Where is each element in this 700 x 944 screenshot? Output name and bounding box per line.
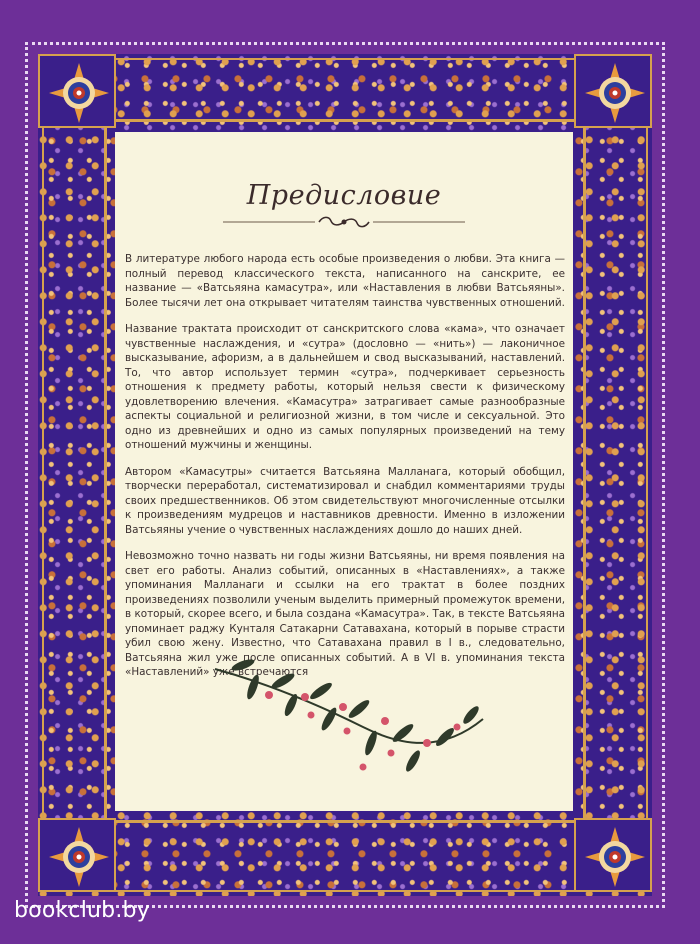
corner-medallion-bottom-right bbox=[574, 818, 652, 892]
flower-medallion-icon bbox=[580, 822, 650, 892]
flower-medallion-icon bbox=[44, 822, 114, 892]
corner-medallion-top-right bbox=[574, 54, 652, 128]
paragraph: Название трактата происходит от санскритского слова «кама», что означает чувственные наслаждения, и «сутра» (дословно — «нить») — лаконичное высказывание, афоризм, а в дальнейшем и свод высказываний, наставлений. То, что автор использует термин «сутра», подчеркивает серьезность отношения к предмету работы, который нельзя свести к физическому удовлетворению влечения. «Камасутра» затрагивает самые разнообразные аспекты социальной и религиозной жизни, в том числе и сексуальной. Это одно из древнейших и одно из самых популярных произведений на тему отношений мужчины и женщины. bbox=[125, 323, 565, 451]
site-watermark: bookclub.by bbox=[14, 898, 150, 923]
flower-medallion-icon bbox=[580, 58, 650, 128]
scroll-ornament-icon bbox=[223, 214, 465, 230]
page-title: Предисловие bbox=[246, 180, 442, 211]
paragraph: В литературе любого народа есть особые произведения о любви. Эта книга — полный перевод классического текста, написанного на санскрите, ее название — «Ватсьяяна камасутра», или «Наставления в любви Ватсьяяны». Более тысячи лет она открывает читателям таинства чувственных отношений. bbox=[125, 253, 565, 309]
corner-medallion-bottom-left bbox=[38, 818, 116, 892]
paragraph: Невозможно точно назвать ни годы жизни Ватсьяяны, ни время появления на свет его работы. Анализ событий, описанных в «Наставлениях», а также упоминания Малланаги и ссылки на его трактат в более поздних произведениях позволили ученым выделить примерный промежуток времени, в который, скорее всего, и была создана «Камасутра». Так, в тексте Ватсьяяна упоминает раджу Кунталя Сатакарни Сатавахана, который в порыве страсти убил свою жену. Известно, что Сатавахана правил в I в., следовательно, Ватсьяяна жил уже после описанных событий. А в VI в. упоминания текста «Наставлений» уже встречаются bbox=[125, 550, 565, 678]
corner-medallion-top-left bbox=[38, 54, 116, 128]
body-text bbox=[125, 252, 565, 692]
content-panel bbox=[115, 132, 573, 811]
flowering-branch-icon bbox=[213, 657, 489, 787]
paragraph: Автором «Камасутры» считается Ватсьяяна Малланага, который обобщил, творчески переработал, систематизировал и снабдил комментариями труды своих предшественников. Об этом свидетельствуют многочисленные отсылки к произведениям мудрецов и наставников древности. Именно в изложении Ватсьяяны учение о чувственных наслаждениях дошло до наших дней. bbox=[125, 465, 565, 536]
flower-medallion-icon bbox=[44, 58, 114, 128]
